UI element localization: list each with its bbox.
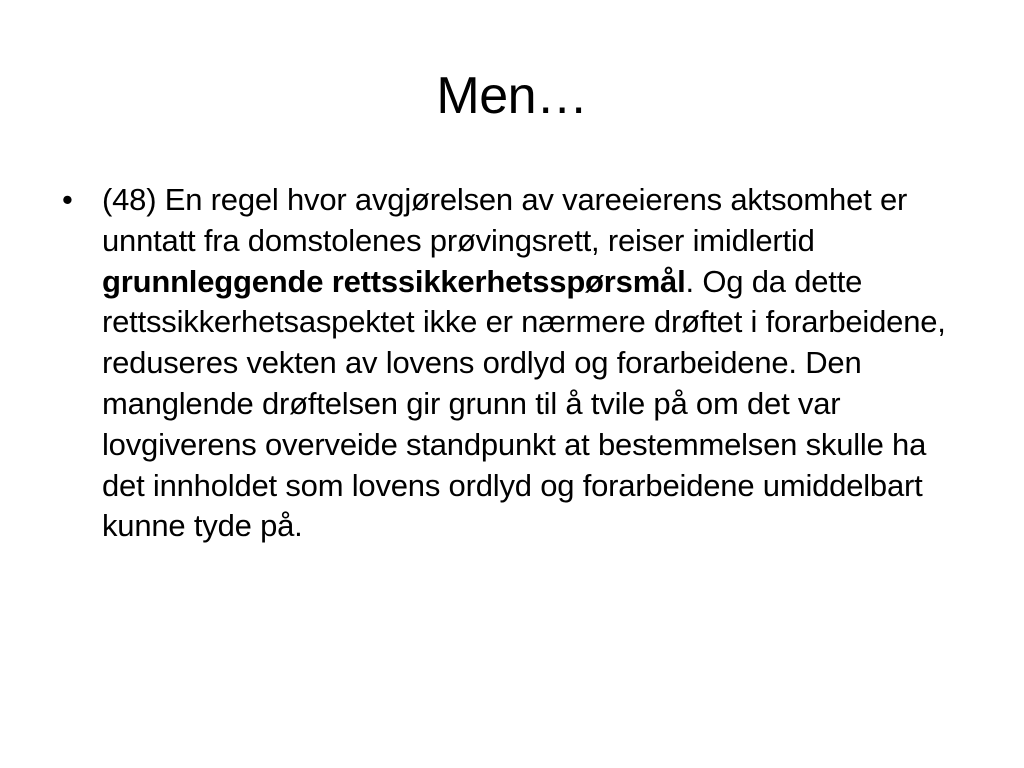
bullet-list <box>62 180 962 547</box>
bullet-text-after: . Og da dette rettssikkerhetsaspektet ikke er nærmere drøftet i forarbeidene, reduseres vekten av lovens ordlyd og forarbeidene. Den manglende drøftelsen gir grunn til å tvile på om det var lovgiverens overveide standpunkt at bestemmelsen skulle ha det innholdet som lovens ordlyd og forarbeidene umiddelbart kunne tyde på. <box>102 263 946 544</box>
bullet-text-before: (48) En regel hvor avgjørelsen av vareeierens aktsomhet er unntatt fra domstolenes prøvingsrett, reiser imidlertid <box>102 182 908 258</box>
bullet-text-bold: grunnleggende rettssikkerhetsspørsmål <box>102 263 686 299</box>
slide-title: Men… <box>436 67 588 125</box>
bullet-item <box>62 180 962 547</box>
bullet-text <box>102 182 946 543</box>
bullet-marker: • <box>62 182 73 217</box>
